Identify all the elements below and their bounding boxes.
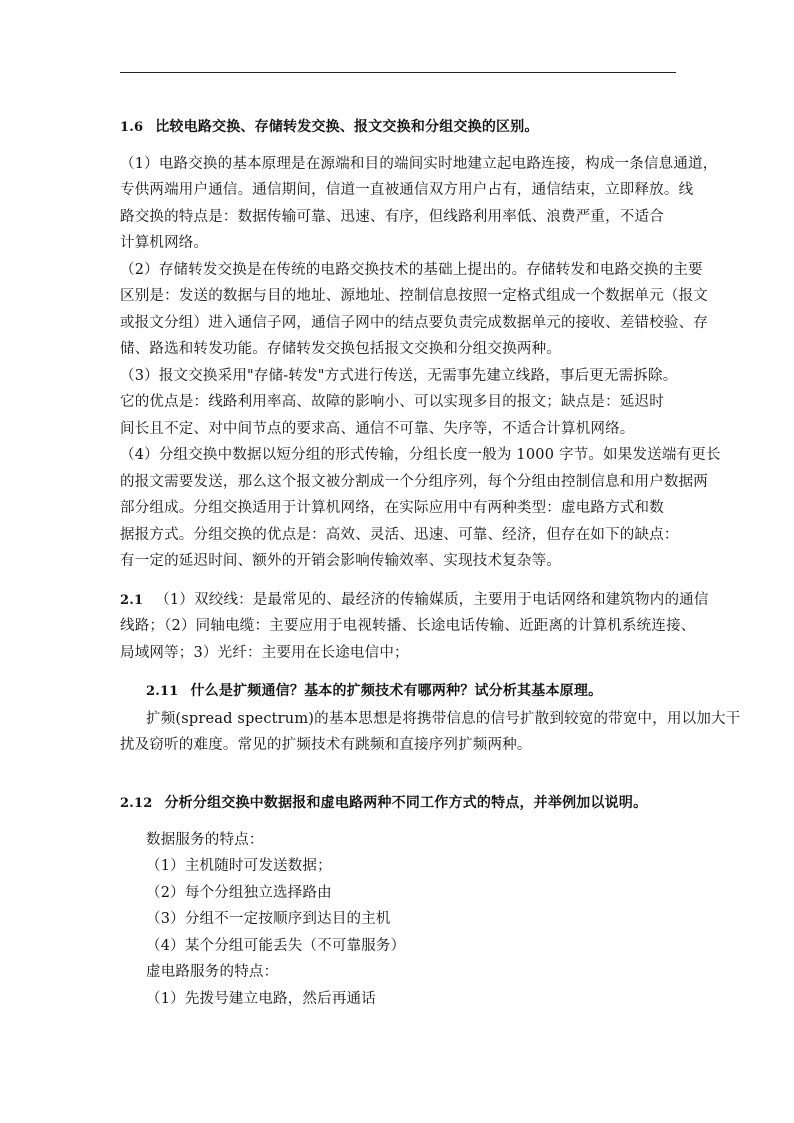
list-item: （1）先拨号建立电路，然后再通话 [146,991,376,1007]
paragraph-line: 或报文分组）进入通信子网，通信子网中的结点要负责完成数据单元的接收、差错校验、存 [120,315,708,331]
paragraph-line: 区别是：发送的数据与目的地址、源地址、控制信息按照一定格式组成一个数据单元（报文 [120,288,708,304]
paragraph-line: 计算机网络。 [120,235,209,251]
paragraph-line: 间长且不定、对中间节点的要求高、通信不可靠、失序等，不适合计算机网络。 [120,421,635,437]
list-item: （2）每个分组独立选择路由 [146,885,332,901]
paragraph-line: 专供两端用户通信。通信期间，信道一直被通信双方用户占有，通信结束，立即释放。线 [120,182,694,198]
header-rule [120,72,676,73]
heading-2-11: 2.11 什么是扩频通信？基本的扩频技术有哪两种？试分析其基本原理。 [146,683,603,699]
paragraph-line: 扰及窃听的难度。常见的扩频技术有跳频和直接序列扩频两种。 [120,737,532,753]
paragraph-line: 储、路选和转发功能。存储转发交换包括报文交换和分组交换两种。 [120,341,561,357]
paragraph-line: 扩频(spread spectrum)的基本思想是将携带信息的信号扩散到较宽的带宽中，用以加大干 [146,711,741,727]
paragraph-line: （2）存储转发交换是在传统的电路交换技术的基础上提出的。存储转发和电路交换的主要 [120,262,703,278]
paragraph-line: （1）电路交换的基本原理是在源端和目的端间实时地建立起电路连接，构成一条信息通道， [120,156,718,172]
heading-1-6: 1.6 比较电路交换、存储转发交换、报文交换和分组交换的区别。 [120,119,539,135]
paragraph-line: （4）分组交换中数据以短分组的形式传输，分组长度一般为 1000 字节。如果发送端有更长 [120,447,721,463]
list-item: （1）主机随时可发送数据； [146,858,332,874]
paragraph-line: （3）报文交换采用"存储-转发"方式进行传送，无需事先建立线路，事后更无需拆除。 [120,368,678,384]
heading-2-12: 2.12 分析分组交换中数据报和虚电路两种不同工作方式的特点，并举例加以说明。 [120,795,648,811]
paragraph-line: 局域网等；3）光纤：主要用在长途电信中； [120,645,409,661]
paragraph-line: 路交换的特点是：数据传输可靠、迅速、有序，但线路利用率低、浪费严重，不适合 [120,209,664,225]
paragraph-line: 部分组成。分组交换适用于计算机网络，在实际应用中有两种类型：虚电路方式和数 [120,500,664,516]
section-2-1-line: 2.1 （1）双绞线：是最常见的、最经济的传输媒质，主要用于电话网络和建筑物内的通信 [120,592,709,608]
paragraph-line: 虚电路服务的特点： [146,964,279,980]
paragraph-line: 有一定的延迟时间、额外的开销会影响传输效率、实现技术复杂等。 [120,553,561,569]
paragraph-line: 数据服务的特点： [146,832,264,848]
paragraph-line: 的报文需要发送，那么这个报文被分割成一个分组序列，每个分组由控制信息和用户数据两 [120,474,708,490]
paragraph-line: 它的优点是：线路利用率高、故障的影响小、可以实现多目的报文；缺点是：延迟时 [120,394,664,410]
paragraph-line: 线路；（2）同轴电缆：主要应用于电视转播、长途电话传输、近距离的计算机系统连接、 [120,618,696,634]
paragraph-line: 据报方式。分组交换的优点是：高效、灵活、迅速、可靠、经济，但存在如下的缺点： [120,527,679,543]
list-item: （3）分组不一定按顺序到达目的主机 [146,911,391,927]
list-item: （4）某个分组可能丢失（不可靠服务） [146,938,406,954]
